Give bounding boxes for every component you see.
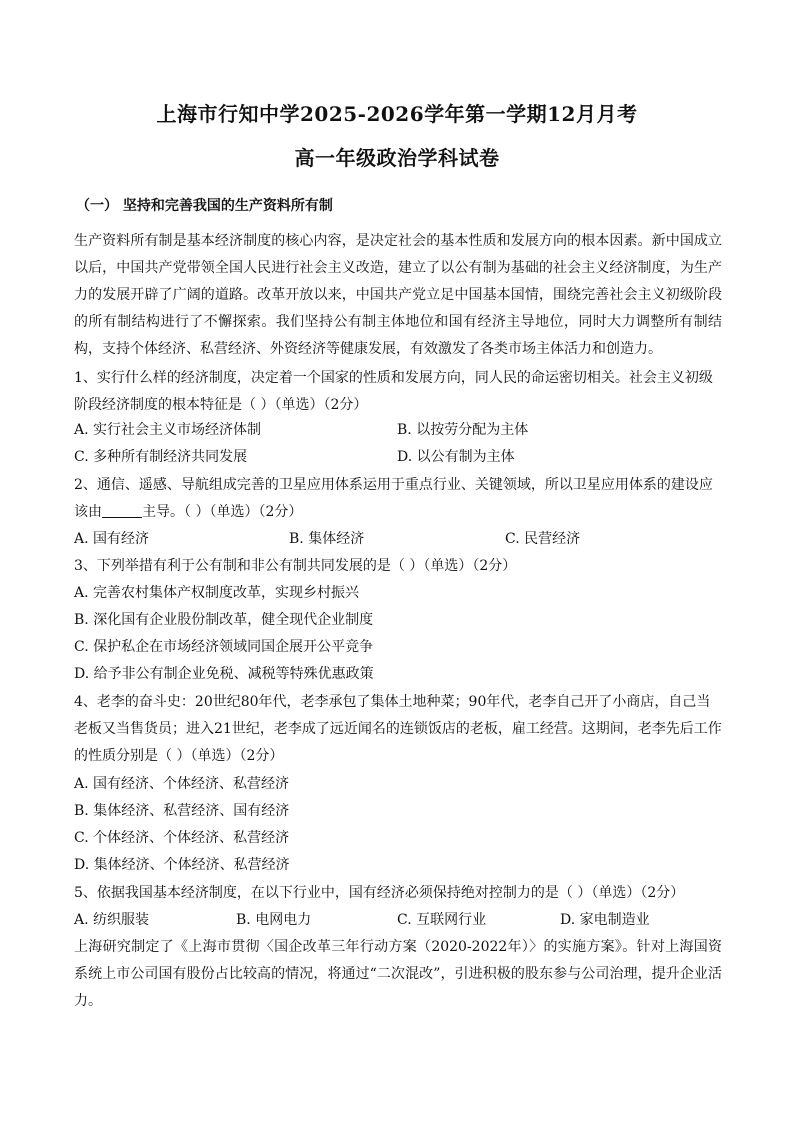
question-3-option-d[interactable]: D. 给予非公有制企业免税、减税等特殊优惠政策: [74, 666, 374, 682]
section-heading: （一） 坚持和完善我国的生产资料所有制: [76, 198, 333, 214]
question-1-option-c[interactable]: C. 多种所有制经济共同发展: [74, 449, 248, 465]
question-3-option-a[interactable]: A. 完善农村集体产权制度改革，实现乡村振兴: [74, 585, 360, 601]
question-1-option-b[interactable]: B. 以按劳分配为主体: [397, 422, 529, 438]
question-1-option-a[interactable]: A. 实行社会主义市场经济体制: [74, 422, 262, 438]
question-2-option-a[interactable]: A. 国有经济: [74, 531, 150, 547]
question-2-stem-before: 2、通信、遥感、导航组成完善的卫星应用体系运用于重点行业、关键领域，所以卫星应用体系的建设应该由: [74, 477, 713, 520]
question-4-option-d[interactable]: D. 集体经济、个体经济、私营经济: [74, 857, 290, 873]
question-2-stem: [74, 472, 722, 526]
intro-paragraph: 生产资料所有制是基本经济制度的核心内容，是决定社会的基本性质和发展方向的根本因素。新中国成立以后，中国共产党带领全国人民进行社会主义改造，建立了以公有制为基础的社会主义经济制度，为生产力的发展开辟了广阔的道路。改革开放以来，中国共产党立足中国基本国情，围绕完善社会主义初级阶段的所有制结构进行了不懈探索。我们坚持公有制主体地位和国有经济主导地位，同时大力调整所有制结构，支持个体经济、私营经济、外资经济等健康发展，有效激发了各类市场主体活力和创造力。: [74, 233, 722, 357]
question-2-option-c[interactable]: C. 民营经济: [505, 531, 581, 547]
question-4-option-c[interactable]: C. 个体经济、个体经济、私营经济: [74, 830, 290, 846]
question-2-stem-after: 主导。（ ）（单选）（2分）: [142, 504, 303, 520]
question-2-option-b[interactable]: B. 集体经济: [289, 531, 365, 547]
question-4-option-b[interactable]: B. 集体经济、私营经济、国有经济: [74, 803, 290, 819]
answer-blank[interactable]: [102, 503, 142, 518]
exam-subtitle: 高一年级政治学科试卷: [294, 146, 500, 170]
question-5-option-a[interactable]: A. 纺织服装: [74, 912, 150, 928]
question-1-stem: 1、实行什么样的经济制度，决定着一个国家的性质和发展方向，同人民的命运密切相关。社会主义初级阶段经济制度的根本特征是（ ）（单选）（2分）: [74, 370, 713, 413]
exam-title: 上海市行知中学2025-2026学年第一学期12月月考: [156, 102, 638, 126]
question-3-stem: 3、下列举措有利于公有制和非公有制共同发展的是（ ）（单选）（2分）: [74, 558, 517, 574]
closing-paragraph: 上海研究制定了《上海市贯彻〈国企改革三年行动方案（2020-2022年）〉的实施方案》。针对上海国资系统上市公司国有股份占比较高的情况，将通过“二次混改”，引进积极的股东参与公司治理，提升企业活力。: [74, 939, 722, 1009]
question-4-stem: 4、老李的奋斗史：20世纪80年代，老李承包了集体土地种菜；90年代，老李自己开了小商店，自己当老板又当售货员；进入21世纪，老李成了远近闻名的连锁饭店的老板，雇工经营。这期间，老李先后工作的性质分别是（ ）（单选）（2分）: [74, 694, 722, 764]
question-5-option-b[interactable]: B. 电网电力: [236, 912, 312, 928]
question-5-stem: 5、依据我国基本经济制度，在以下行业中，国有经济必须保持绝对控制力的是（ ）（单选）（2分）: [74, 885, 685, 901]
question-3-option-b[interactable]: B. 深化国有企业股份制改革，健全现代企业制度: [74, 612, 374, 628]
question-1-option-d[interactable]: D. 以公有制为主体: [397, 449, 515, 465]
question-3-option-c[interactable]: C. 保护私企在市场经济领域同国企展开公平竞争: [74, 639, 374, 655]
question-5-option-c[interactable]: C. 互联网行业: [397, 912, 487, 928]
question-5-option-d[interactable]: D. 家电制造业: [560, 912, 650, 928]
question-4-option-a[interactable]: A. 国有经济、个体经济、私营经济: [74, 776, 290, 792]
